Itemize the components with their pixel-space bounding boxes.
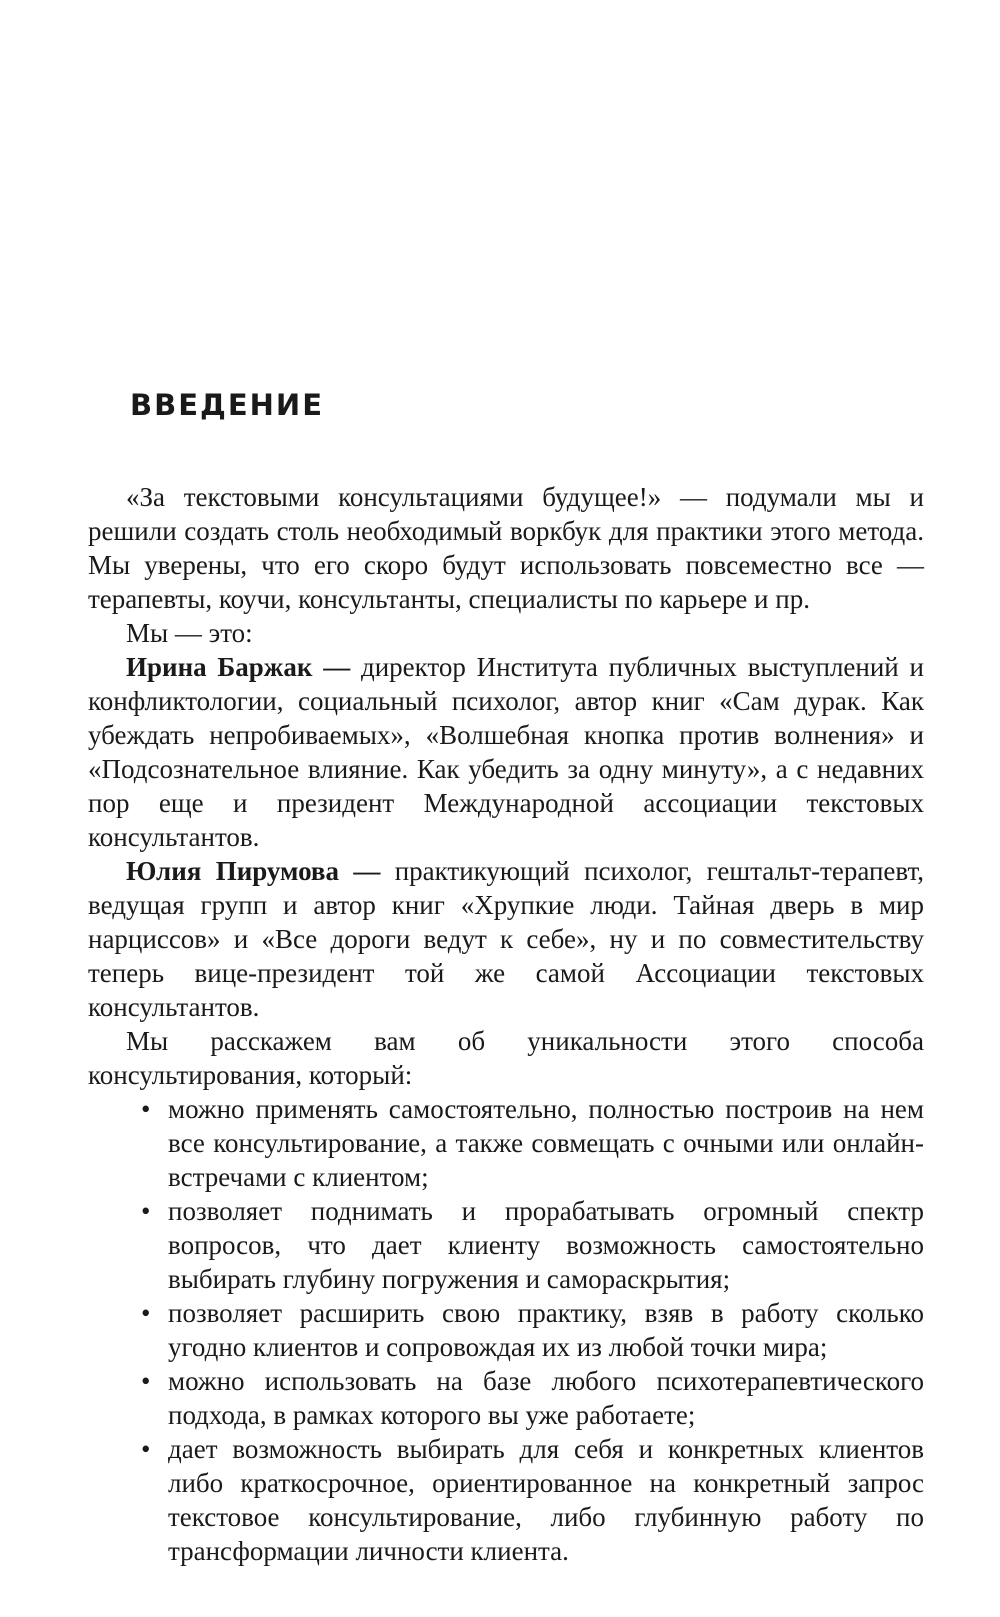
list-item [141,1296,924,1364]
list-item [141,1432,924,1568]
author1-name: Ирина Баржак — [126,652,351,682]
author2-name: Юлия Пирумова — [126,856,381,886]
we-are-paragraph: Мы — это: [126,618,253,648]
list-item-text: позволяет расширить свою практику, взяв в работу сколько угодно клиентов и сопровождая их из любой точки мира; [168,1298,924,1362]
author2-paragraph [88,854,924,1024]
list-item-text: можно применять самостоятельно, полностью построив на нем все консультирование, а также совмещать с очными или онлайн-встречами с клиентом; [168,1094,924,1192]
author1-description: директор Института публичных выступлений и конфликтологии, социальный психолог, автор книг «Сам дурак. Как убеждать непробиваемых», «Волшебная кнопка против волнения» и «Подсознательное влияние. Как убедить за одну минуту», а с недавних пор еще и президент Международной ассоциации текстовых консультантов. [88,652,924,852]
list-item-text: позволяет поднимать и прорабатывать огромный спектр вопросов, что дает клиенту возможность самостоятельно выбирать глубину погружения и самораскрытия; [168,1196,924,1294]
list-item-text: дает возможность выбирать для себя и конкретных клиентов либо краткосрочное, ориентированное на конкретный запрос текстовое консультирование, либо глубинную работу по трансформации личности клиента. [168,1434,924,1566]
author2-description: практикующий психолог, гештальт-терапевт, ведущая групп и автор книг «Хрупкие люди. Тайная дверь в мир нарциссов» и «Все дороги ведут к себе», ну и по совместительству теперь вице-президент той же самой Ассоциации текстовых консультантов. [88,856,925,1022]
list-item [141,1364,924,1432]
list-item [141,1092,924,1194]
list-item-text: можно использовать на базе любого психотерапевтического подхода, в рамках которого вы уже работаете; [168,1366,924,1430]
bullet-icon: • [141,1094,151,1124]
list-intro-paragraph: Мы расскажем вам об уникальности этого способа консультирования, который: [88,1026,924,1090]
author1-paragraph [88,650,924,854]
bullet-icon: • [141,1298,151,1328]
bullet-icon: • [141,1434,151,1464]
list-item [141,1194,924,1296]
body-text [88,480,924,1568]
chapter-heading: ВВЕДЕНИЕ [130,388,325,422]
bullet-icon: • [141,1366,151,1396]
bullet-icon: • [141,1196,151,1226]
intro-paragraph: «За текстовыми консультациями будущее!» — подумали мы и решили создать столь необходимый воркбук для практики этого метода. Мы уверены, что его скоро будут использовать повсеместно все — терапевты, коучи, консультанты, специалисты по карьере и пр. [88,482,924,614]
feature-list [88,1092,924,1568]
